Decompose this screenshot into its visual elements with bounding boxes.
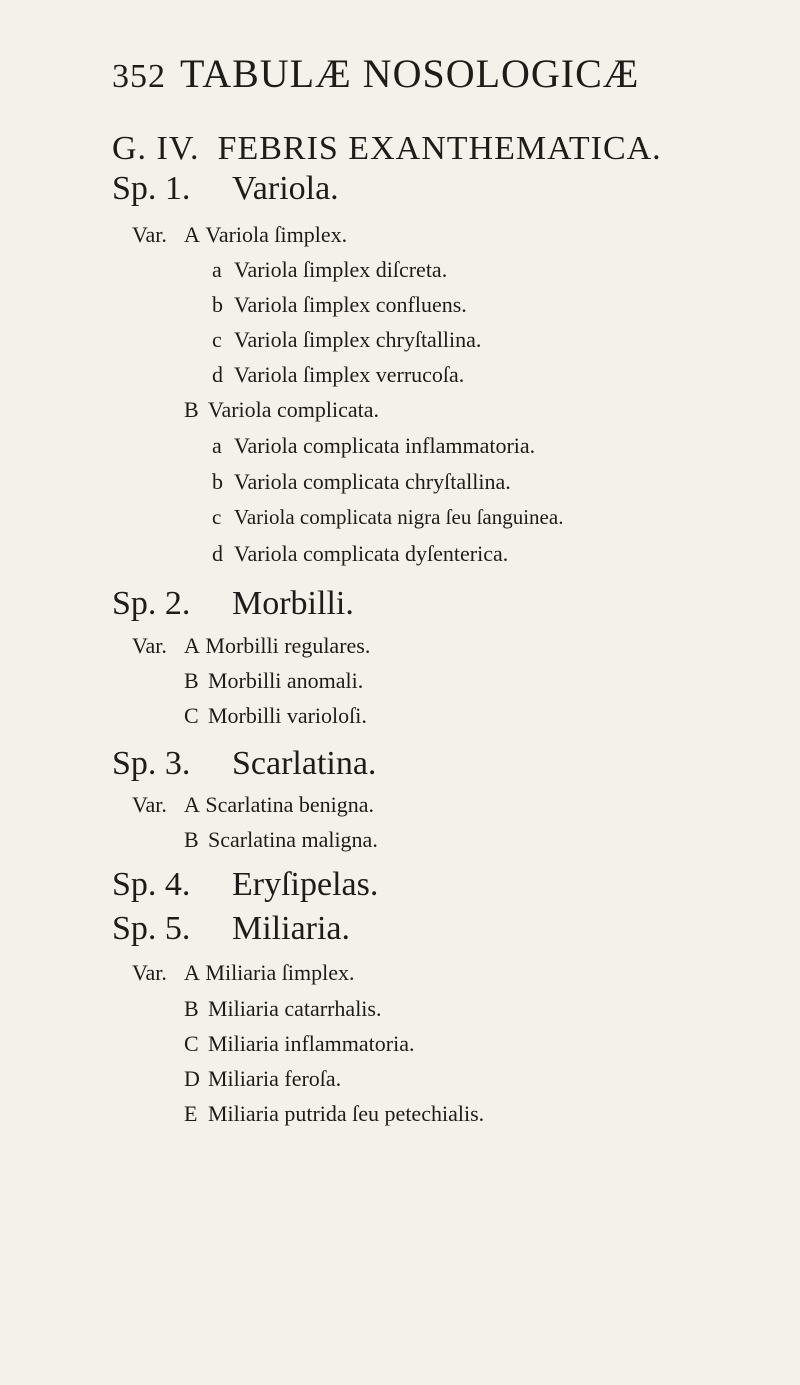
variety-line bbox=[184, 668, 363, 694]
variety-name: Variola complicata. bbox=[208, 397, 380, 422]
subvariety-letter: a bbox=[212, 433, 222, 458]
species-heading bbox=[112, 170, 339, 208]
subvariety-letter: b bbox=[212, 469, 223, 494]
subvariety-name: Variola ſimplex verrucoſa. bbox=[234, 362, 465, 387]
variety-name: Morbilli regulares. bbox=[205, 633, 371, 658]
variety-line bbox=[184, 827, 378, 853]
genus-heading bbox=[112, 130, 662, 168]
variety-line bbox=[184, 1066, 341, 1092]
variety-letter: B bbox=[184, 668, 199, 693]
subvariety-name: Variola ſimplex chryſtallina. bbox=[234, 327, 482, 352]
subvariety-line bbox=[212, 362, 464, 388]
subvariety-name: Variola ſimplex confluens. bbox=[234, 292, 467, 317]
variety-letter: C bbox=[184, 703, 199, 728]
variety-letter: A bbox=[184, 960, 200, 985]
variety-line bbox=[132, 633, 370, 659]
species-name: Eryſipelas. bbox=[232, 866, 379, 903]
variety-letter: C bbox=[184, 1031, 199, 1056]
subvariety-name: Variola complicata dyſenterica. bbox=[234, 541, 509, 566]
subvariety-letter: b bbox=[212, 292, 223, 317]
species-number: Sp. 1. bbox=[112, 170, 191, 207]
subvariety-line bbox=[212, 257, 447, 283]
variety-letter: B bbox=[184, 996, 199, 1021]
variety-name: Variola ſimplex. bbox=[205, 222, 348, 247]
variety-line bbox=[132, 960, 354, 986]
subvariety-line bbox=[212, 541, 508, 567]
variety-label: Var. bbox=[132, 222, 167, 247]
variety-letter: A bbox=[184, 792, 200, 817]
variety-letter: B bbox=[184, 397, 199, 422]
variety-name: Morbilli varioloſi. bbox=[208, 703, 367, 728]
subvariety-letter: c bbox=[212, 505, 222, 529]
species-heading bbox=[112, 910, 350, 948]
variety-name: Miliaria feroſa. bbox=[208, 1066, 342, 1091]
subvariety-letter: d bbox=[212, 362, 223, 387]
subvariety-name: Variola complicata chryſtallina. bbox=[234, 469, 511, 494]
variety-letter: A bbox=[184, 633, 200, 658]
variety-letter: A bbox=[184, 222, 200, 247]
species-name: Miliaria. bbox=[232, 910, 351, 947]
subvariety-line bbox=[212, 327, 481, 353]
variety-name: Morbilli anomali. bbox=[208, 668, 364, 693]
variety-line bbox=[132, 222, 347, 248]
species-heading bbox=[112, 866, 378, 904]
variety-label: Var. bbox=[132, 960, 167, 985]
variety-line bbox=[184, 397, 379, 423]
subvariety-line bbox=[212, 433, 535, 459]
species-name: Variola. bbox=[232, 170, 339, 207]
species-number: Sp. 5. bbox=[112, 910, 191, 947]
variety-name: Scarlatina benigna. bbox=[205, 792, 374, 817]
variety-line bbox=[184, 1031, 415, 1057]
subvariety-name: Variola complicata inflammatoria. bbox=[234, 433, 536, 458]
page-title: TABULÆ NOSOLOGICÆ bbox=[180, 51, 640, 96]
genus-number: G. IV. bbox=[112, 130, 200, 167]
variety-label: Var. bbox=[132, 792, 167, 817]
variety-letter: D bbox=[184, 1066, 200, 1091]
variety-letter: B bbox=[184, 827, 199, 852]
species-number: Sp. 4. bbox=[112, 866, 191, 903]
subvariety-letter: d bbox=[212, 541, 223, 566]
variety-name: Miliaria inflammatoria. bbox=[208, 1031, 415, 1056]
subvariety-letter: a bbox=[212, 257, 222, 282]
variety-name: Miliaria ſimplex. bbox=[205, 960, 355, 985]
variety-line bbox=[184, 1101, 484, 1127]
subvariety-name: Variola complicata nigra ſeu ſanguinea. bbox=[234, 505, 564, 529]
variety-name: Miliaria putrida ſeu petechialis. bbox=[208, 1101, 485, 1126]
subvariety-name: Variola ſimplex diſcreta. bbox=[234, 257, 448, 282]
variety-label: Var. bbox=[132, 633, 167, 658]
variety-line bbox=[184, 703, 367, 729]
subvariety-line bbox=[212, 469, 511, 495]
variety-name: Miliaria catarrhalis. bbox=[208, 996, 382, 1021]
variety-line bbox=[132, 792, 374, 818]
variety-name: Scarlatina maligna. bbox=[208, 827, 378, 852]
species-heading bbox=[112, 585, 354, 623]
variety-letter: E bbox=[184, 1101, 198, 1126]
species-number: Sp. 3. bbox=[112, 745, 191, 782]
page-number: 352 bbox=[112, 58, 166, 95]
subvariety-line bbox=[212, 505, 563, 530]
subvariety-letter: c bbox=[212, 327, 222, 352]
species-name: Morbilli. bbox=[232, 585, 354, 622]
variety-line bbox=[184, 996, 381, 1022]
genus-name: FEBRIS EXANTHEMATICA. bbox=[217, 130, 662, 167]
running-header bbox=[112, 50, 639, 97]
species-number: Sp. 2. bbox=[112, 585, 191, 622]
species-name: Scarlatina. bbox=[232, 745, 377, 782]
subvariety-line bbox=[212, 292, 467, 318]
species-heading bbox=[112, 745, 376, 783]
